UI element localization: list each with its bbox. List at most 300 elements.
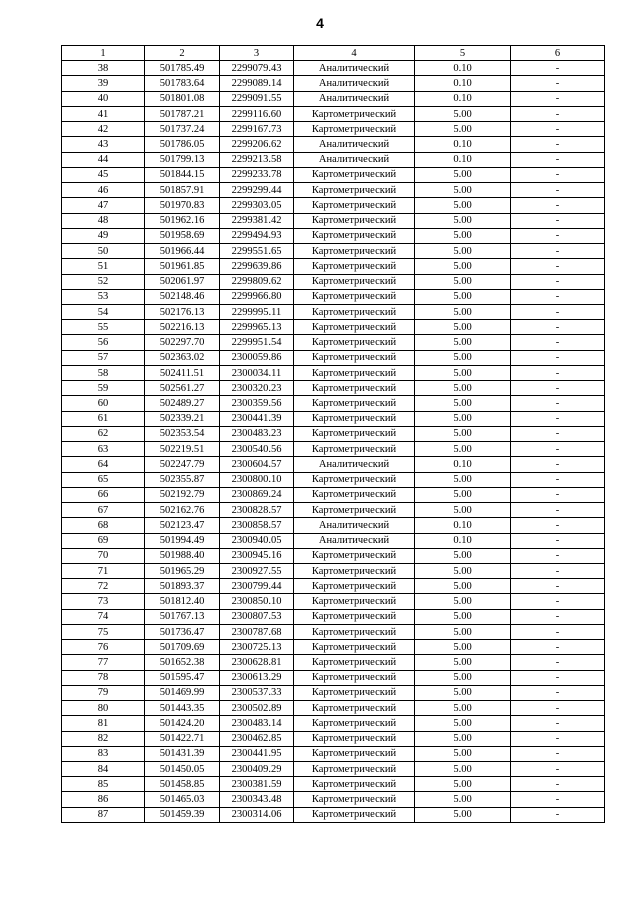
- accuracy-cell: 5.00: [415, 594, 511, 609]
- accuracy-cell: 5.00: [415, 609, 511, 624]
- method-cell: Картометрический: [294, 670, 415, 685]
- y-coordinate-cell: 2299206.62: [220, 137, 294, 152]
- x-coordinate-cell: 501459.39: [145, 807, 220, 822]
- method-cell: Картометрический: [294, 472, 415, 487]
- x-coordinate-cell: 502162.76: [145, 503, 220, 518]
- accuracy-cell: 5.00: [415, 320, 511, 335]
- y-coordinate-cell: 2299091.55: [220, 91, 294, 106]
- method-cell: Картометрический: [294, 487, 415, 502]
- accuracy-cell: 5.00: [415, 122, 511, 137]
- accuracy-cell: 5.00: [415, 777, 511, 792]
- header-cell-1: 1: [62, 46, 145, 61]
- method-cell: Аналитический: [294, 533, 415, 548]
- method-cell: Картометрический: [294, 335, 415, 350]
- table-row: [62, 518, 605, 533]
- method-cell: Картометрический: [294, 563, 415, 578]
- header-cell-4: 4: [294, 46, 415, 61]
- table-row: [62, 335, 605, 350]
- note-cell: -: [511, 274, 605, 289]
- note-cell: -: [511, 777, 605, 792]
- accuracy-cell: 5.00: [415, 274, 511, 289]
- table-row: [62, 655, 605, 670]
- coordinates-table: [61, 45, 605, 823]
- y-coordinate-cell: 2300940.05: [220, 533, 294, 548]
- y-coordinate-cell: 2300441.39: [220, 411, 294, 426]
- y-coordinate-cell: 2300850.10: [220, 594, 294, 609]
- y-coordinate-cell: 2300628.81: [220, 655, 294, 670]
- point-number-cell: 63: [62, 442, 145, 457]
- point-number-cell: 79: [62, 685, 145, 700]
- note-cell: -: [511, 762, 605, 777]
- note-cell: -: [511, 563, 605, 578]
- accuracy-cell: 5.00: [415, 426, 511, 441]
- note-cell: -: [511, 716, 605, 731]
- y-coordinate-cell: 2299233.78: [220, 167, 294, 182]
- note-cell: -: [511, 289, 605, 304]
- y-coordinate-cell: 2300858.57: [220, 518, 294, 533]
- note-cell: -: [511, 670, 605, 685]
- table-row: [62, 152, 605, 167]
- point-number-cell: 81: [62, 716, 145, 731]
- y-coordinate-cell: 2300441.95: [220, 746, 294, 761]
- point-number-cell: 47: [62, 198, 145, 213]
- x-coordinate-cell: 501465.03: [145, 792, 220, 807]
- table-row: [62, 640, 605, 655]
- method-cell: Картометрический: [294, 350, 415, 365]
- accuracy-cell: 5.00: [415, 442, 511, 457]
- table-row: [62, 274, 605, 289]
- method-cell: Аналитический: [294, 61, 415, 76]
- method-cell: Картометрический: [294, 411, 415, 426]
- x-coordinate-cell: 502353.54: [145, 426, 220, 441]
- x-coordinate-cell: 501965.29: [145, 563, 220, 578]
- x-coordinate-cell: 501962.16: [145, 213, 220, 228]
- note-cell: -: [511, 91, 605, 106]
- point-number-cell: 57: [62, 350, 145, 365]
- method-cell: Картометрический: [294, 624, 415, 639]
- note-cell: -: [511, 213, 605, 228]
- accuracy-cell: 5.00: [415, 411, 511, 426]
- accuracy-cell: 5.00: [415, 472, 511, 487]
- header-row: [62, 46, 605, 61]
- page-number: 4: [316, 15, 324, 31]
- table-row: [62, 716, 605, 731]
- table-row: [62, 746, 605, 761]
- table-header: [62, 46, 605, 61]
- accuracy-cell: 5.00: [415, 624, 511, 639]
- y-coordinate-cell: 2300483.23: [220, 426, 294, 441]
- note-cell: -: [511, 198, 605, 213]
- x-coordinate-cell: 501844.15: [145, 167, 220, 182]
- point-number-cell: 67: [62, 503, 145, 518]
- method-cell: Картометрический: [294, 381, 415, 396]
- point-number-cell: 75: [62, 624, 145, 639]
- note-cell: -: [511, 807, 605, 822]
- note-cell: -: [511, 457, 605, 472]
- x-coordinate-cell: 501709.69: [145, 640, 220, 655]
- note-cell: -: [511, 792, 605, 807]
- method-cell: Картометрический: [294, 442, 415, 457]
- x-coordinate-cell: 502355.87: [145, 472, 220, 487]
- accuracy-cell: 5.00: [415, 198, 511, 213]
- note-cell: -: [511, 167, 605, 182]
- x-coordinate-cell: 501422.71: [145, 731, 220, 746]
- method-cell: Картометрический: [294, 228, 415, 243]
- header-cell-2: 2: [145, 46, 220, 61]
- table-row: [62, 320, 605, 335]
- y-coordinate-cell: 2300059.86: [220, 350, 294, 365]
- point-number-cell: 82: [62, 731, 145, 746]
- x-coordinate-cell: 501736.47: [145, 624, 220, 639]
- x-coordinate-cell: 501787.21: [145, 106, 220, 121]
- accuracy-cell: 0.10: [415, 152, 511, 167]
- table-row: [62, 106, 605, 121]
- y-coordinate-cell: 2299995.11: [220, 304, 294, 319]
- point-number-cell: 60: [62, 396, 145, 411]
- method-cell: Аналитический: [294, 76, 415, 91]
- x-coordinate-cell: 502411.51: [145, 365, 220, 380]
- method-cell: Картометрический: [294, 320, 415, 335]
- y-coordinate-cell: 2300828.57: [220, 503, 294, 518]
- point-number-cell: 73: [62, 594, 145, 609]
- y-coordinate-cell: 2300381.59: [220, 777, 294, 792]
- table-row: [62, 76, 605, 91]
- y-coordinate-cell: 2300807.53: [220, 609, 294, 624]
- note-cell: -: [511, 640, 605, 655]
- method-cell: Картометрический: [294, 655, 415, 670]
- note-cell: -: [511, 335, 605, 350]
- table-row: [62, 61, 605, 76]
- point-number-cell: 43: [62, 137, 145, 152]
- method-cell: Картометрический: [294, 807, 415, 822]
- accuracy-cell: 5.00: [415, 792, 511, 807]
- method-cell: Картометрический: [294, 167, 415, 182]
- note-cell: -: [511, 426, 605, 441]
- point-number-cell: 38: [62, 61, 145, 76]
- y-coordinate-cell: 2299116.60: [220, 106, 294, 121]
- accuracy-cell: 5.00: [415, 228, 511, 243]
- accuracy-cell: 0.10: [415, 91, 511, 106]
- method-cell: Аналитический: [294, 152, 415, 167]
- method-cell: Картометрический: [294, 701, 415, 716]
- accuracy-cell: 5.00: [415, 762, 511, 777]
- x-coordinate-cell: 502123.47: [145, 518, 220, 533]
- x-coordinate-cell: 501785.49: [145, 61, 220, 76]
- note-cell: -: [511, 259, 605, 274]
- table-row: [62, 244, 605, 259]
- table-row: [62, 198, 605, 213]
- y-coordinate-cell: 2299079.43: [220, 61, 294, 76]
- y-coordinate-cell: 2299966.80: [220, 289, 294, 304]
- accuracy-cell: 5.00: [415, 563, 511, 578]
- accuracy-cell: 5.00: [415, 259, 511, 274]
- note-cell: -: [511, 228, 605, 243]
- accuracy-cell: 5.00: [415, 503, 511, 518]
- y-coordinate-cell: 2300869.24: [220, 487, 294, 502]
- table-row: [62, 762, 605, 777]
- table-row: [62, 579, 605, 594]
- x-coordinate-cell: 501431.39: [145, 746, 220, 761]
- y-coordinate-cell: 2299213.58: [220, 152, 294, 167]
- x-coordinate-cell: 501424.20: [145, 716, 220, 731]
- accuracy-cell: 0.10: [415, 457, 511, 472]
- table-row: [62, 503, 605, 518]
- y-coordinate-cell: 2300927.55: [220, 563, 294, 578]
- point-number-cell: 39: [62, 76, 145, 91]
- point-number-cell: 65: [62, 472, 145, 487]
- x-coordinate-cell: 502061.97: [145, 274, 220, 289]
- note-cell: -: [511, 701, 605, 716]
- y-coordinate-cell: 2300343.48: [220, 792, 294, 807]
- method-cell: Картометрический: [294, 762, 415, 777]
- table-row: [62, 685, 605, 700]
- accuracy-cell: 5.00: [415, 106, 511, 121]
- point-number-cell: 83: [62, 746, 145, 761]
- method-cell: Картометрический: [294, 548, 415, 563]
- table-row: [62, 670, 605, 685]
- x-coordinate-cell: 502219.51: [145, 442, 220, 457]
- y-coordinate-cell: 2300359.56: [220, 396, 294, 411]
- x-coordinate-cell: 501783.64: [145, 76, 220, 91]
- method-cell: Картометрический: [294, 716, 415, 731]
- table-row: [62, 807, 605, 822]
- point-number-cell: 87: [62, 807, 145, 822]
- note-cell: -: [511, 472, 605, 487]
- point-number-cell: 70: [62, 548, 145, 563]
- point-number-cell: 45: [62, 167, 145, 182]
- x-coordinate-cell: 502148.46: [145, 289, 220, 304]
- table-row: [62, 213, 605, 228]
- y-coordinate-cell: 2299951.54: [220, 335, 294, 350]
- point-number-cell: 72: [62, 579, 145, 594]
- note-cell: -: [511, 381, 605, 396]
- accuracy-cell: 0.10: [415, 61, 511, 76]
- y-coordinate-cell: 2299381.42: [220, 213, 294, 228]
- method-cell: Картометрический: [294, 579, 415, 594]
- y-coordinate-cell: 2300537.33: [220, 685, 294, 700]
- table-body: [62, 61, 605, 823]
- x-coordinate-cell: 502192.79: [145, 487, 220, 502]
- x-coordinate-cell: 501994.49: [145, 533, 220, 548]
- header-cell-6: 6: [511, 46, 605, 61]
- x-coordinate-cell: 501966.44: [145, 244, 220, 259]
- accuracy-cell: 0.10: [415, 533, 511, 548]
- accuracy-cell: 0.10: [415, 137, 511, 152]
- x-coordinate-cell: 501443.35: [145, 701, 220, 716]
- y-coordinate-cell: 2300945.16: [220, 548, 294, 563]
- note-cell: -: [511, 152, 605, 167]
- accuracy-cell: 5.00: [415, 655, 511, 670]
- y-coordinate-cell: 2300799.44: [220, 579, 294, 594]
- table-row: [62, 396, 605, 411]
- table-row: [62, 122, 605, 137]
- x-coordinate-cell: 501595.47: [145, 670, 220, 685]
- x-coordinate-cell: 501767.13: [145, 609, 220, 624]
- x-coordinate-cell: 501970.83: [145, 198, 220, 213]
- accuracy-cell: 0.10: [415, 518, 511, 533]
- x-coordinate-cell: 501652.38: [145, 655, 220, 670]
- y-coordinate-cell: 2300787.68: [220, 624, 294, 639]
- y-coordinate-cell: 2299494.93: [220, 228, 294, 243]
- table-row: [62, 792, 605, 807]
- table-row: [62, 350, 605, 365]
- note-cell: -: [511, 183, 605, 198]
- note-cell: -: [511, 487, 605, 502]
- table-row: [62, 167, 605, 182]
- method-cell: Картометрический: [294, 304, 415, 319]
- point-number-cell: 68: [62, 518, 145, 533]
- method-cell: Картометрический: [294, 396, 415, 411]
- table-row: [62, 228, 605, 243]
- note-cell: -: [511, 624, 605, 639]
- table-row: [62, 594, 605, 609]
- table-row: [62, 457, 605, 472]
- x-coordinate-cell: 502561.27: [145, 381, 220, 396]
- table-row: [62, 289, 605, 304]
- method-cell: Картометрический: [294, 685, 415, 700]
- point-number-cell: 76: [62, 640, 145, 655]
- accuracy-cell: 5.00: [415, 167, 511, 182]
- accuracy-cell: 5.00: [415, 640, 511, 655]
- accuracy-cell: 5.00: [415, 365, 511, 380]
- note-cell: -: [511, 503, 605, 518]
- note-cell: -: [511, 746, 605, 761]
- y-coordinate-cell: 2299167.73: [220, 122, 294, 137]
- table-row: [62, 91, 605, 106]
- table-row: [62, 487, 605, 502]
- note-cell: -: [511, 320, 605, 335]
- table-row: [62, 609, 605, 624]
- accuracy-cell: 5.00: [415, 685, 511, 700]
- table-row: [62, 259, 605, 274]
- point-number-cell: 48: [62, 213, 145, 228]
- note-cell: -: [511, 731, 605, 746]
- y-coordinate-cell: 2300462.85: [220, 731, 294, 746]
- point-number-cell: 58: [62, 365, 145, 380]
- method-cell: Картометрический: [294, 274, 415, 289]
- point-number-cell: 41: [62, 106, 145, 121]
- x-coordinate-cell: 502339.21: [145, 411, 220, 426]
- table-row: [62, 533, 605, 548]
- note-cell: -: [511, 655, 605, 670]
- x-coordinate-cell: 502247.79: [145, 457, 220, 472]
- x-coordinate-cell: 501469.99: [145, 685, 220, 700]
- method-cell: Картометрический: [294, 731, 415, 746]
- method-cell: Картометрический: [294, 640, 415, 655]
- method-cell: Картометрический: [294, 426, 415, 441]
- method-cell: Картометрический: [294, 289, 415, 304]
- y-coordinate-cell: 2300613.29: [220, 670, 294, 685]
- accuracy-cell: 5.00: [415, 304, 511, 319]
- y-coordinate-cell: 2300320.23: [220, 381, 294, 396]
- method-cell: Картометрический: [294, 198, 415, 213]
- table-row: [62, 548, 605, 563]
- table-row: [62, 426, 605, 441]
- x-coordinate-cell: 501799.13: [145, 152, 220, 167]
- table-row: [62, 563, 605, 578]
- accuracy-cell: 5.00: [415, 244, 511, 259]
- table-row: [62, 183, 605, 198]
- note-cell: -: [511, 609, 605, 624]
- note-cell: -: [511, 244, 605, 259]
- y-coordinate-cell: 2299639.86: [220, 259, 294, 274]
- x-coordinate-cell: 501737.24: [145, 122, 220, 137]
- accuracy-cell: 5.00: [415, 807, 511, 822]
- accuracy-cell: 5.00: [415, 289, 511, 304]
- y-coordinate-cell: 2299965.13: [220, 320, 294, 335]
- method-cell: Аналитический: [294, 137, 415, 152]
- table-row: [62, 624, 605, 639]
- note-cell: -: [511, 137, 605, 152]
- y-coordinate-cell: 2300540.56: [220, 442, 294, 457]
- method-cell: Картометрический: [294, 365, 415, 380]
- method-cell: Картометрический: [294, 503, 415, 518]
- accuracy-cell: 5.00: [415, 381, 511, 396]
- y-coordinate-cell: 2300800.10: [220, 472, 294, 487]
- point-number-cell: 56: [62, 335, 145, 350]
- method-cell: Аналитический: [294, 91, 415, 106]
- y-coordinate-cell: 2300034.11: [220, 365, 294, 380]
- table-row: [62, 381, 605, 396]
- point-number-cell: 64: [62, 457, 145, 472]
- point-number-cell: 77: [62, 655, 145, 670]
- y-coordinate-cell: 2299299.44: [220, 183, 294, 198]
- accuracy-cell: 5.00: [415, 579, 511, 594]
- y-coordinate-cell: 2300725.13: [220, 640, 294, 655]
- accuracy-cell: 5.00: [415, 350, 511, 365]
- y-coordinate-cell: 2300483.14: [220, 716, 294, 731]
- table-row: [62, 365, 605, 380]
- x-coordinate-cell: 501857.91: [145, 183, 220, 198]
- note-cell: -: [511, 685, 605, 700]
- accuracy-cell: 5.00: [415, 183, 511, 198]
- method-cell: Картометрический: [294, 777, 415, 792]
- y-coordinate-cell: 2300502.89: [220, 701, 294, 716]
- method-cell: Картометрический: [294, 746, 415, 761]
- point-number-cell: 54: [62, 304, 145, 319]
- y-coordinate-cell: 2299551.65: [220, 244, 294, 259]
- note-cell: -: [511, 442, 605, 457]
- note-cell: -: [511, 350, 605, 365]
- method-cell: Аналитический: [294, 518, 415, 533]
- note-cell: -: [511, 61, 605, 76]
- note-cell: -: [511, 106, 605, 121]
- point-number-cell: 51: [62, 259, 145, 274]
- accuracy-cell: 5.00: [415, 731, 511, 746]
- point-number-cell: 53: [62, 289, 145, 304]
- x-coordinate-cell: 501786.05: [145, 137, 220, 152]
- method-cell: Картометрический: [294, 792, 415, 807]
- y-coordinate-cell: 2300409.29: [220, 762, 294, 777]
- method-cell: Картометрический: [294, 259, 415, 274]
- point-number-cell: 71: [62, 563, 145, 578]
- table-row: [62, 472, 605, 487]
- accuracy-cell: 5.00: [415, 335, 511, 350]
- accuracy-cell: 5.00: [415, 670, 511, 685]
- header-cell-5: 5: [415, 46, 511, 61]
- y-coordinate-cell: 2299809.62: [220, 274, 294, 289]
- point-number-cell: 74: [62, 609, 145, 624]
- accuracy-cell: 5.00: [415, 487, 511, 502]
- x-coordinate-cell: 502489.27: [145, 396, 220, 411]
- y-coordinate-cell: 2300604.57: [220, 457, 294, 472]
- method-cell: Картометрический: [294, 106, 415, 121]
- x-coordinate-cell: 502363.02: [145, 350, 220, 365]
- method-cell: Картометрический: [294, 122, 415, 137]
- x-coordinate-cell: 501801.08: [145, 91, 220, 106]
- table-row: [62, 777, 605, 792]
- method-cell: Картометрический: [294, 609, 415, 624]
